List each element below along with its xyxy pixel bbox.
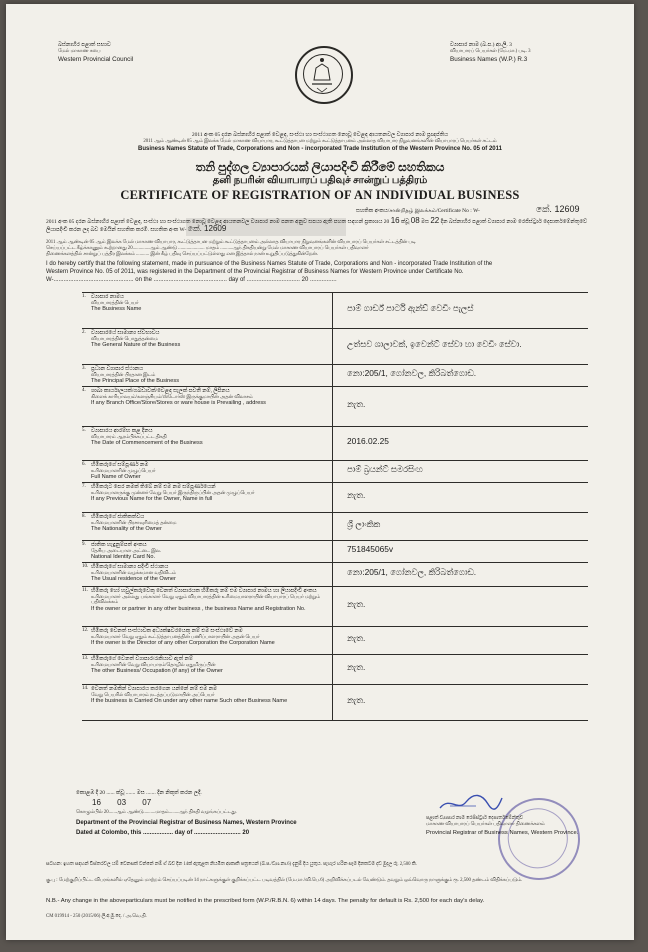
row-number: 12.: [82, 628, 89, 633]
row-label: [91, 564, 323, 583]
row-label-en: If the business is Carried On under any other name Such other Business Name: [91, 698, 288, 705]
row-label-en: National Identity Card No.: [91, 554, 156, 561]
row-label-ta: கிளைக் காரியாலயம்/களஞ்சியம்/ஸ்டோர்ஸ் இருக்குமாயின் அதன் விலாசம்: [91, 394, 253, 400]
title-en: CERTIFICATE OF REGISTRATION OF AN INDIVIDUAL BUSINESS: [120, 188, 520, 202]
table-row: [82, 562, 588, 587]
row-value-cell: [332, 482, 588, 512]
row-label: [91, 388, 323, 407]
row-label-si: හිමිකරුට පෙර නමක් තිබේ නම් එම නම සම්පූර්ණයෙන්: [91, 484, 216, 490]
title-si: තනි පුද්ගල ව්‍යාපාරයක් ලියාපදිංචි කිරීමේ සහතිකය: [195, 160, 445, 174]
row-label-si: හිමිකරු හෝ හවුල්කරුවෙකු වෙනත් ව්‍යාපාරයක හිමිකරු නම් එම ව්‍යාපාර නාමය හා ලියාපදිංචි අංකය: [91, 588, 317, 594]
registrar-ta: மாகாண வியாபாரப் பெயர்கள் பதிவாளர் திணைக்களம்: [426, 822, 545, 827]
row-label-ta: உரிமையாளரின் வேறு வியாபாரம்/தொழில் ஏதுமிருப்பின்: [91, 662, 216, 668]
row-label-si: හිමිකරු වෙනත් සංස්ථාවක අධ්‍යක්ෂවරයෙකු නම් එම සංස්ථාවේ නම: [91, 628, 243, 634]
statute-ta: 2011 ஆம் ஆண்டின் 05 ஆம் இலக்க மேல் மாகாண வியாபார, கூட்டுத்தாபன மற்றும் கூட்டுத்தாபனம் அல்லாத வியாபார நிறுவனங்களின் வியாபாரப் பெயர்கள் சட்டம்: [143, 139, 497, 144]
row-label-ta: உரிமையாளரின் முழுப்பெயர்: [91, 468, 156, 474]
row-label-en: The Date of Commencement of the Business: [91, 440, 203, 447]
form-code-en: Business Names (W.P.) R.3: [450, 56, 528, 63]
intro-ta-2: செய்யப்பட்ட கீழ்க்காணும் கூற்றானது 20..............ஆம் ஆண்டு ...................... மாதம் ..........ஆந் திகதியன்று மேல் மாகாண வியாபாரப் பெயர்கள் பதிவாளர்: [46, 246, 369, 251]
row-label-en: The other Business/ Occupation (if any) of the Owner: [91, 668, 223, 675]
row-label-en: Full Name of Owner: [91, 474, 141, 481]
registrar-si: පළාත් ව්‍යාපාර නාම රෙජිස්ට්‍රාර් දෙපාර්තමේන්තුව: [426, 816, 523, 821]
registrar-en: Provincial Registrar of Business Names, Western Province.: [426, 830, 579, 836]
table-top-border: [82, 292, 588, 293]
row-label-en: The General Nature of the Business: [91, 342, 181, 349]
intro-en-1: I do hereby certify that the following statement, made in pursuance of the Business Names Statute of Trade, Corporations and Non - incorporated Trade Institution of the: [46, 261, 493, 267]
row-value-cell: [332, 654, 588, 684]
form-code-ta: வியாபாரப் பெயர்கள் (மே.மா.) படி. 3: [450, 49, 531, 54]
intro-ta-3: திணைக்களத்தில் சான்றுப் பத்திர இலக்கம் ........... இன் கீழ் பதிவு செய்யப்பட்டுள்ளது என இத்தால் நான் உறுதிப்படுத்துகின்றேன்.: [46, 252, 318, 257]
row-label-en: If any Branch Office/Store/Stores or ware house is Prevailing , address: [91, 400, 266, 407]
row-label-si: ජාතික හැඳුනුම්පත් අංකය: [91, 542, 147, 548]
table-row: [82, 626, 588, 655]
row-label: [91, 686, 323, 705]
row-label: [91, 294, 323, 313]
row-label: [91, 628, 323, 647]
row-value: 2016.02.25: [347, 436, 389, 446]
issue-year: 16: [92, 798, 101, 807]
row-label: [91, 366, 323, 385]
row-label-ta: வியாபாரத்தின் பொதுத்தன்மை: [91, 336, 158, 342]
row-number: 3.: [82, 366, 86, 371]
row-label-en: If any Previous Name for the Owner, Name in full: [91, 496, 213, 503]
row-label-en: The Business Name: [91, 306, 142, 313]
row-value: නැත.: [347, 633, 366, 643]
row-label-si: ශාඛා කාර්යාලයක්/ගබඩාවක්/වෙළඳ සැලක් පවතී නම්, ලිපිනය: [91, 388, 230, 394]
row-label-ta: தேசிய அடையாள அட்டை இல.: [91, 548, 161, 554]
row-label-si: ව්‍යාපාරය ආරම්භ කළ දිනය: [91, 428, 153, 434]
table-row: [82, 292, 588, 329]
row-number: 9.: [82, 542, 86, 547]
row-number: 10.: [82, 564, 89, 569]
statute-si: 2011 අංක 05 දරන බස්නාහිර පළාත් වෙළඳ, සංස්ථා හා සංස්ථාගත නොවූ වෙළඳ ආයතනවල ව්‍යාපාර නාම ප්‍රඥප්තිය: [191, 132, 449, 138]
row-number: 7.: [82, 484, 86, 489]
row-number: 6.: [82, 462, 86, 467]
table-row: [82, 364, 588, 387]
row-value: නො:205/1, ගෝනවල, කිරිබත්ගොඩ.: [347, 368, 477, 378]
table-row: [82, 460, 588, 483]
intro-en-2: Western Province No. 05 of 2011, was registered in the Department of the Provincial Registrar of Business Names for Western Province under Certificate No.: [46, 269, 464, 275]
table-row: [82, 684, 588, 721]
table-row: [82, 328, 588, 365]
row-label-si: වෙනත් නමකින් ව්‍යාපාරය කරගෙන යන්නේ නම් එම නම: [91, 686, 218, 692]
certificate-no-value: කේ. 12609: [536, 204, 580, 214]
issue-month: 03: [117, 798, 127, 807]
row-label-ta: வியாபாரத்தின் பெயர்: [91, 300, 139, 306]
row-label-ta: வியாபாரத்தின் பிரதான இடம்: [91, 372, 156, 378]
table-row: [82, 654, 588, 685]
row-label-si: ව්‍යාපාර නාමය: [91, 294, 124, 300]
note-si: සටහන: ඉහත සඳහන් විස්තරවල යම් වෙනසක් වන්නේ නම් ඒ බව දින 14ක් ඇතුළත නියමිත ආකෘති පත්‍රයෙන් (බ.ප./ව්‍යා.නා.6) දැනුම් දිය යුතුය. පැහැර හරින සෑම දිනකටම දඩ මුදල රු. 2,500 කි.: [46, 862, 417, 867]
row-label: [91, 514, 323, 533]
dated-en: Dated at Colombo, this .................. day of ............................ 20: [76, 830, 250, 836]
intro-month: 08: [410, 216, 420, 225]
row-value-cell: [332, 460, 588, 482]
row-number: 11.: [82, 588, 89, 593]
row-value-cell: [332, 684, 588, 720]
table-row: [82, 482, 588, 513]
row-label-ta: உரிமையாளர் அல்லது பங்காளர் வேறு ஏதும் வியாபாரத்தின் உரிமையாளராயின் வியாபாரப் பெயர் மற்றும் பதிவிலக்கம்: [91, 594, 321, 606]
intro-en-3: W-................................................ on the ............................................ day of ................................ 20 ................: [46, 277, 337, 283]
row-value: නැත.: [347, 399, 366, 409]
row-label: [91, 656, 323, 675]
row-number: 4.: [82, 388, 86, 393]
row-value: නො:205/1, ගෝනවල, කිරිබත්ගොඩ.: [347, 567, 477, 577]
row-value: නැත.: [347, 599, 366, 609]
row-label-si: ව්‍යාපාරයේ සාමාන්‍ය ස්වභාවය: [91, 330, 160, 336]
issue-si-label: කොළඹ දී 20 ...... ක්වූ ....... මස ....... දින නිකුත් කරන ලදී.: [76, 790, 202, 796]
intro-si: 2011 අංක 05 දරන බස්නාහිර පළාත් වෙළඳ, සංස්ථා හා සංස්ථාගත නොවූ වෙළඳ ආයතනවල ව්‍යාපාර නාම පනත අනුව සපයා ඇති පහත සඳහන් ප්‍රකාශය 20 16 ක්වූ 08 මස 22 දින බස්නාහිර පළාත් ව්‍යාපාර නාම රෙජිස්ට්‍රාර් දෙපාර්තමේන්තුවේ ලියාපදිංචි කරන ලද බව මෙයින් සහතික කරමි. සහතික අංක W- කේ. 12609: [46, 216, 588, 233]
row-label-si: හිමිකරුගේ සම්පූර්ණ නම: [91, 462, 149, 468]
row-value-cell: [332, 386, 588, 426]
row-value: 751845065v: [347, 544, 394, 554]
intro-year: 16: [390, 216, 400, 225]
row-value-cell: [332, 586, 588, 626]
row-label: [91, 484, 323, 503]
department-en: Department of the Provincial Registrar of Business Names, Western Province: [76, 820, 297, 826]
row-value: පාම් බ්‍රයන්ට් සමරසිංහ: [347, 464, 423, 474]
row-label-ta: வேறு பெயரில் வியாபாரம் நடத்தப்படுமாயின் அப்பெயர்: [91, 692, 215, 698]
table-row: [82, 586, 588, 627]
row-label-en: The Nationality of the Owner: [91, 526, 162, 533]
table-row: [82, 386, 588, 427]
row-label-ta: உரிமையாளரின் வழக்கமான வதிவிடம்: [91, 570, 176, 576]
row-value: පාම් ගාර්ඩ් පාර්ටි ඇන්ඩ් වෙඩිං පැලස්: [347, 303, 474, 313]
row-value-cell: [332, 562, 588, 586]
intro-ta-1: 2011 ஆம் ஆண்டின் 05 ஆம் இலக்க மேல் மாகாண வியாபார, கூட்டுத்தாபன மற்றும் கூட்டுத்தாபனம் அல்லாத வியாபார நிறுவனங்களின் வியாபாரப் பெயர்கள் சட்டத்தின் படி: [46, 240, 416, 245]
row-value-cell: [332, 512, 588, 540]
row-value-cell: [332, 626, 588, 654]
table-row: [82, 540, 588, 563]
intro-cert-no: කේ. 12609: [187, 223, 227, 233]
row-label: [91, 462, 323, 481]
form-code-si: ව්‍යාපාර නාම (බ.ප.) ආ.ලි. 3: [450, 42, 512, 48]
row-value-cell: [332, 364, 588, 386]
row-number: 13.: [82, 656, 89, 661]
row-value: නැත.: [347, 695, 366, 705]
certificate-no-label: සහතික අංකය/சான்றிதழ் இலக்கம்/Certificate No : W-: [356, 208, 480, 214]
row-label-en: The Principal Place of the Business: [91, 378, 179, 385]
table-row: [82, 512, 588, 541]
row-label-ta: உரிமையாளருக்கு முன்னர் வேறு பெயர் இருந்திருப்பின் அதன் முழுப்பெயர்: [91, 490, 255, 496]
issue-date: [92, 798, 151, 807]
row-number: 2.: [82, 330, 86, 335]
council-name-ta: மேல் மாகாண சபை: [58, 49, 101, 54]
row-number: 5.: [82, 428, 86, 433]
statute-en: Business Names Statute of Trade, Corporations and Non - incorporated Trade Institution of the Western Province No. 05 of 2011: [138, 146, 502, 152]
row-label-en: If the owner is the Director of any other Corporation the Corporation Name: [91, 640, 275, 647]
row-label-si: හිමිකරුගේ ජාතිකත්වය: [91, 514, 145, 520]
row-value: උත්සව ශාලාවක්, ඉවෙන්ට් සේවා හා වෙඩිං සේවා.: [347, 339, 522, 349]
row-label-en: The Usual residence of the Owner: [91, 576, 176, 583]
row-label-en: If the owner or partner in any other business , the business Name and Registration No.: [91, 606, 306, 613]
row-label-si: හිමිකරුගේ සාමාන්‍ය පදිංචි ස්ථානය: [91, 564, 169, 570]
row-value: නැත.: [347, 662, 366, 672]
issue-day: 07: [142, 798, 152, 807]
issue-ta-label: கொழும்பில் 20......ஆம் ஆண்டு..........மாதம்........ஆந் திகதி வழங்கப்பட்டது.: [76, 810, 237, 815]
row-value: ශ්‍රී ලාංකික: [347, 519, 381, 529]
registrar-signature: [436, 792, 506, 814]
row-label: [91, 330, 323, 349]
row-value-cell: [332, 426, 588, 460]
row-label-si: ප්‍රධාන ව්‍යාපාර ස්ථානය: [91, 366, 144, 372]
note-en: N.B.- Any change in the aboveparticulars must be notified in the prescribed form (W.P./R.B.N. 6) within 14 days. The penalty for default is Rs. 2,500 for each day's delay.: [46, 898, 485, 904]
certificate-page: [6, 4, 634, 940]
row-label-ta: உரிமையாளரின் பிரசாவுரிமைத் தன்மை: [91, 520, 177, 526]
row-number: 1.: [82, 294, 86, 299]
row-label: [91, 428, 323, 447]
title-ta: தனி நபரின் வியாபாரப் பதிவுச் சான்றுப் பத்திரம்: [212, 175, 428, 186]
row-label-ta: வியாபாரம் ஆரம்பிக்கப்பட்ட திகதி: [91, 434, 167, 440]
row-number: 8.: [82, 514, 86, 519]
row-value-cell: [332, 292, 588, 328]
row-number: 14.: [82, 686, 89, 691]
note-ta: கு.பு : மேற்குறிப்பிட்ட விபரங்களில் ஏதேனும் மாற்றம் செய்யப்படின் 14 நாட்களுக்குள் குறிக்கப்பட்ட படிவத்தில் (மே.மா./வி.பெ.6) அறிவிக்கப்படல் வேண்டும். தவறும் ஒவ்வொரு நாளுக்கும் ரூ. 2,500 தண்டம் விதிக்கப்படும்.: [46, 878, 523, 883]
row-value-cell: [332, 540, 588, 562]
table-row: [82, 426, 588, 461]
sri-lanka-emblem-icon: [295, 46, 353, 104]
print-code: CM 019914 - 250 (2015/06) ලි.අ.මු.දෙ. / அ.வெ.தி.: [46, 914, 147, 919]
council-name-si: බස්නාහිර පළාත් සභාව: [58, 42, 111, 48]
council-name-en: Western Provincial Council: [58, 56, 134, 63]
intro-day: 22: [430, 216, 440, 225]
row-label: [91, 542, 323, 561]
row-label-ta: உரிமையாளர் வேறு ஏதும் கூட்டுத்தாபனத்தின் பணிப்பாளராயின் அதன் பெயர்: [91, 634, 260, 640]
row-value-cell: [332, 328, 588, 364]
row-label: [91, 588, 323, 613]
row-label-si: හිමිකරුගේ වෙනත් ව්‍යාපාර/රැකියාව ඇත් නම්: [91, 656, 193, 662]
row-value: නැත.: [347, 490, 366, 500]
